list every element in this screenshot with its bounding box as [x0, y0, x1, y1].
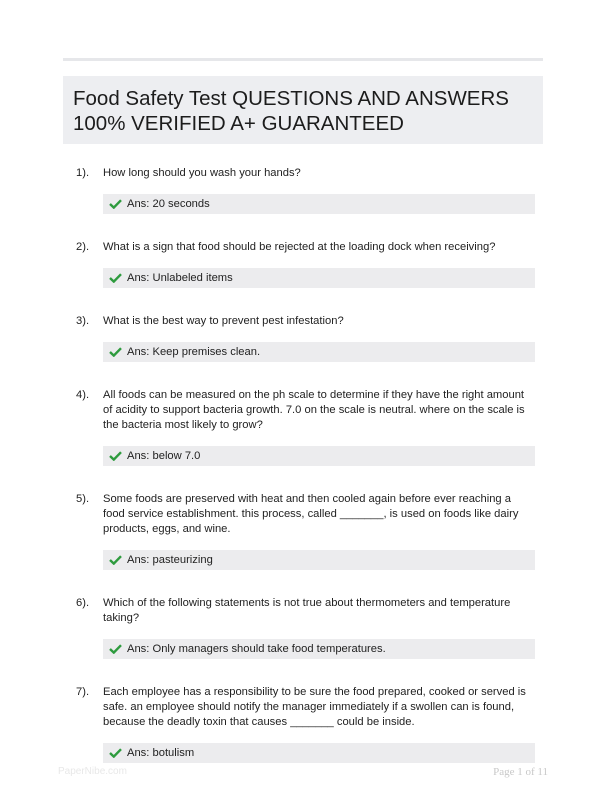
question-number: 1).	[76, 167, 90, 179]
question-item	[63, 596, 543, 659]
question-number: 2).	[76, 241, 90, 253]
question-number: 4).	[76, 389, 90, 401]
question-text: Some foods are preserved with heat and then cooled again before ever reaching a food service establishment. this process, called _______, is used on foods like dairy products, eggs, and wine.	[103, 493, 519, 535]
title-line-1: Food Safety Test QUESTIONS AND ANSWERS	[73, 87, 509, 110]
top-divider	[63, 58, 543, 61]
question-text: How long should you wash your hands?	[103, 167, 301, 179]
question-item	[63, 388, 543, 466]
checkmark-icon	[109, 199, 122, 209]
answer-text: Ans: Only managers should take food temperatures.	[127, 643, 386, 655]
question-number: 3).	[76, 315, 90, 327]
answer-text: Ans: botulism	[127, 747, 195, 759]
question-number: 7).	[76, 686, 90, 698]
checkmark-icon	[109, 748, 122, 758]
checkmark-icon	[109, 644, 122, 654]
question-item	[63, 314, 543, 362]
answer-box	[103, 550, 535, 570]
question-text: What is a sign that food should be rejected at the loading dock when receiving?	[103, 241, 496, 253]
question-text: All foods can be measured on the ph scale to determine if they have the right amount of acidity to support bacteria growth. 7.0 on the scale is neutral. where on the scale is the bacteria most likely to grow?	[103, 389, 525, 431]
question-item	[63, 166, 543, 214]
answer-box	[103, 342, 535, 362]
question-text: Which of the following statements is not true about thermometers and temperature taking?	[103, 597, 511, 624]
question-number: 5).	[76, 493, 90, 505]
page-indicator: Page 1 of 11	[493, 766, 548, 778]
title-banner	[63, 76, 543, 144]
answer-text: Ans: Keep premises clean.	[127, 346, 261, 358]
answer-box	[103, 743, 535, 763]
title-line-2: 100% VERIFIED A+ GUARANTEED	[73, 112, 404, 135]
question-text: What is the best way to prevent pest infestation?	[103, 315, 344, 327]
answer-box	[103, 194, 535, 214]
answer-box	[103, 446, 535, 466]
watermark-text: PaperNibe.com	[58, 766, 127, 777]
question-item	[63, 240, 543, 288]
document-title	[73, 86, 533, 136]
question-item	[63, 685, 543, 763]
answer-text: Ans: Unlabeled items	[127, 272, 233, 284]
question-list	[63, 166, 543, 763]
answer-text: Ans: 20 seconds	[127, 198, 210, 210]
answer-text: Ans: pasteurizing	[127, 554, 213, 566]
answer-box	[103, 268, 535, 288]
checkmark-icon	[109, 273, 122, 283]
question-item	[63, 492, 543, 570]
checkmark-icon	[109, 451, 122, 461]
answer-text: Ans: below 7.0	[127, 450, 201, 462]
question-text: Each employee has a responsibility to be sure the food prepared, cooked or served is safe. an employee should notify the manager immediately if a swollen can is found, because the deadly toxin that causes _______ could be inside.	[103, 686, 526, 728]
answer-box	[103, 639, 535, 659]
question-number: 6).	[76, 597, 90, 609]
checkmark-icon	[109, 555, 122, 565]
checkmark-icon	[109, 347, 122, 357]
